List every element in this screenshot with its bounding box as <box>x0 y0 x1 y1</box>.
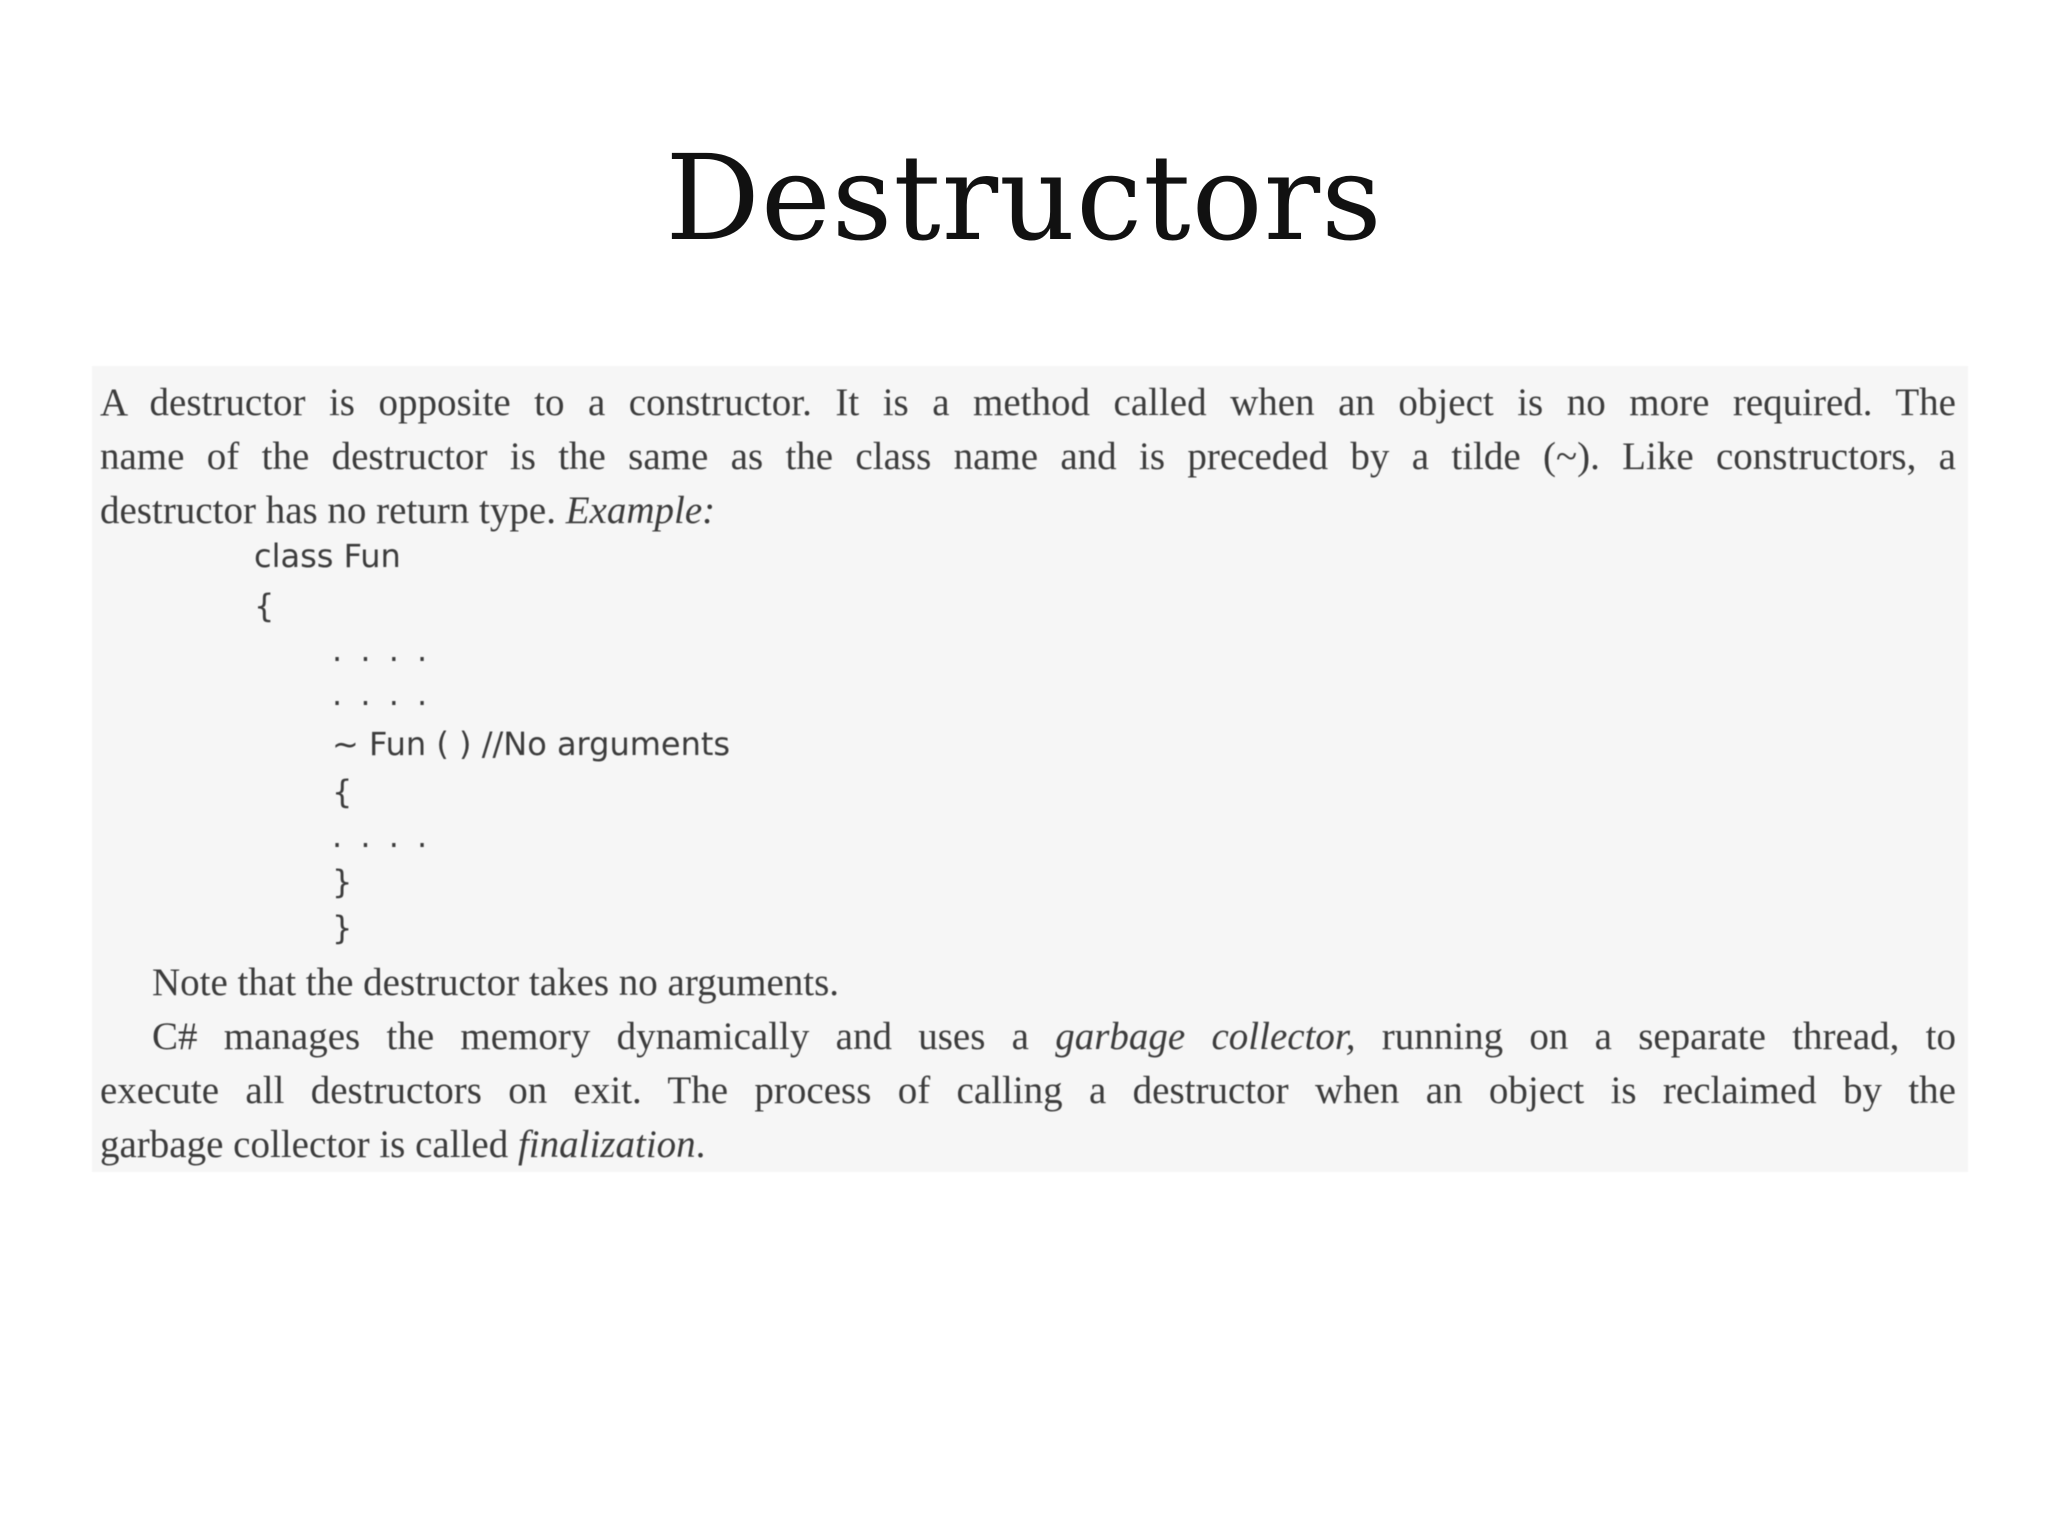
code-line-8: } <box>332 863 353 901</box>
gc-line-1-start: C# manages the memory dynamically and uses a <box>152 1015 1056 1058</box>
gc-line-3-end: . <box>695 1123 706 1166</box>
code-line-5: ~ Fun ( ) //No arguments <box>332 725 731 763</box>
gc-line-1-end: running on a separate thread, to <box>1355 1015 1956 1058</box>
gc-line-1 <box>152 1010 1956 1064</box>
code-line-1: class Fun <box>254 537 401 575</box>
intro-line-3 <box>100 484 1956 538</box>
code-line-4: . . . . <box>332 675 432 713</box>
example-label: Example: <box>565 489 716 532</box>
intro-line-1: A destructor is opposite to a constructor. It is a method called when an object is no more required. The <box>100 381 1956 424</box>
code-line-3: . . . . <box>332 631 432 669</box>
intro-line-2: name of the destructor is the same as the class name and is preceded by a tilde (~). Like constructors, a <box>100 435 1956 478</box>
code-line-2: { <box>254 587 275 625</box>
code-line-9: } <box>332 909 353 947</box>
gc-line-3 <box>100 1118 1956 1172</box>
code-line-6: { <box>332 773 353 811</box>
gc-line-3-start: garbage collector is called <box>100 1123 518 1166</box>
scanned-text-image <box>92 366 1968 1172</box>
gc-line-2: execute all destructors on exit. The process of calling a destructor when an object is reclaimed by the <box>100 1069 1956 1112</box>
slide-title: Destructors <box>665 129 1383 267</box>
note-line: Note that the destructor takes no arguments. <box>152 961 840 1004</box>
gc-term: garbage collector, <box>1055 1015 1356 1058</box>
code-line-7: . . . . <box>332 817 432 855</box>
intro-line-3-text: destructor has no return type. <box>100 489 556 532</box>
finalization-term: finalization <box>517 1123 696 1166</box>
